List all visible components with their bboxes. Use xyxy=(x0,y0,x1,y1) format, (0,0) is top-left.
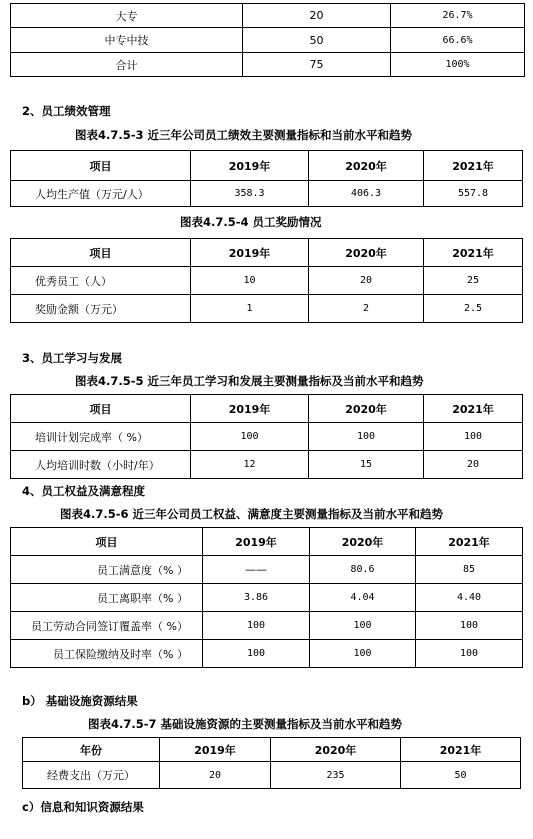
cell: 50 xyxy=(401,762,521,789)
section-heading: 2、员工绩效管理 xyxy=(22,104,111,118)
cell: 75 xyxy=(243,53,391,77)
table-caption: 图表4.7.5-4 员工奖励情况 xyxy=(180,215,322,229)
cell: 大专 xyxy=(11,4,243,28)
cell: 100 xyxy=(310,612,416,640)
cell: 100 xyxy=(191,423,309,451)
cell: 4.40 xyxy=(416,584,523,612)
header-cell: 项目 xyxy=(11,151,191,181)
header-cell: 2021年 xyxy=(424,151,523,181)
table-row xyxy=(11,584,523,612)
table-header-row xyxy=(11,528,523,556)
table-header-row xyxy=(11,239,523,267)
cell: 100 xyxy=(416,612,523,640)
cell: 培训计划完成率（ %） xyxy=(11,423,191,451)
cell: 10 xyxy=(191,267,309,295)
table-row xyxy=(11,423,523,451)
cell: 20 xyxy=(424,451,523,479)
table-caption: 图表4.7.5-6 近三年公司员工权益、满意度主要测量指标及当前水平和趋势 xyxy=(60,507,444,521)
cell: 奖励金额（万元） xyxy=(11,295,191,323)
cell: 12 xyxy=(191,451,309,479)
table-row xyxy=(11,451,523,479)
table-caption: 图表4.7.5-5 近三年员工学习和发展主要测量指标及当前水平和趋势 xyxy=(75,374,424,388)
satisfaction-table xyxy=(10,527,523,668)
cell: 557.8 xyxy=(424,181,523,207)
header-cell: 2021年 xyxy=(401,738,521,762)
cell: —— xyxy=(203,556,310,584)
cell: 20 xyxy=(309,267,424,295)
table-row xyxy=(11,28,525,53)
education-table xyxy=(10,3,525,77)
cell: 员工保险缴纳及时率（% ） xyxy=(11,640,203,668)
cell: 4.04 xyxy=(310,584,416,612)
cell: 100 xyxy=(310,640,416,668)
cell: 20 xyxy=(160,762,271,789)
cell: 15 xyxy=(309,451,424,479)
cell: 100% xyxy=(391,53,525,77)
section-heading: b） 基础设施资源结果 xyxy=(22,694,138,708)
cell: 合计 xyxy=(11,53,243,77)
header-cell: 2021年 xyxy=(424,395,523,423)
cell: 100 xyxy=(203,612,310,640)
cell: 66.6% xyxy=(391,28,525,53)
cell: 2.5 xyxy=(424,295,523,323)
header-cell: 项目 xyxy=(11,239,191,267)
header-cell: 2021年 xyxy=(416,528,523,556)
table-row xyxy=(23,762,521,789)
table-row xyxy=(11,267,523,295)
cell: 50 xyxy=(243,28,391,53)
cell: 100 xyxy=(203,640,310,668)
cell: 中专中技 xyxy=(11,28,243,53)
table-row xyxy=(11,556,523,584)
header-cell: 2019年 xyxy=(191,151,309,181)
section-heading: c）信息和知识资源结果 xyxy=(22,800,144,814)
performance-table xyxy=(10,150,523,207)
table-row xyxy=(11,640,523,668)
section-heading: 3、员工学习与发展 xyxy=(22,351,123,365)
cell: 员工满意度（% ） xyxy=(11,556,203,584)
header-cell: 2021年 xyxy=(424,239,523,267)
header-cell: 2019年 xyxy=(191,395,309,423)
cell: 85 xyxy=(416,556,523,584)
cell: 人均生产值（万元/人） xyxy=(11,181,191,207)
cell: 员工劳动合同签订覆盖率（ %） xyxy=(11,612,203,640)
header-cell: 2020年 xyxy=(310,528,416,556)
cell: 25 xyxy=(424,267,523,295)
cell: 100 xyxy=(416,640,523,668)
cell: 经费支出（万元） xyxy=(23,762,160,789)
table-header-row xyxy=(23,738,521,762)
cell: 优秀员工（人） xyxy=(11,267,191,295)
cell: 1 xyxy=(191,295,309,323)
header-cell: 项目 xyxy=(11,528,203,556)
cell: 人均培训时数（小时/年） xyxy=(11,451,191,479)
cell: 3.86 xyxy=(203,584,310,612)
table-row xyxy=(11,4,525,28)
table-caption: 图表4.7.5-7 基础设施资源的主要测量指标及当前水平和趋势 xyxy=(88,717,403,731)
table-caption: 图表4.7.5-3 近三年公司员工绩效主要测量指标和当前水平和趋势 xyxy=(75,128,413,142)
cell: 26.7% xyxy=(391,4,525,28)
cell: 100 xyxy=(309,423,424,451)
header-cell: 2020年 xyxy=(309,151,424,181)
cell: 358.3 xyxy=(191,181,309,207)
table-row xyxy=(11,295,523,323)
table-header-row xyxy=(11,151,523,181)
header-cell: 项目 xyxy=(11,395,191,423)
reward-table xyxy=(10,238,523,323)
header-cell: 2020年 xyxy=(309,239,424,267)
cell: 80.6 xyxy=(310,556,416,584)
cell: 406.3 xyxy=(309,181,424,207)
header-cell: 2019年 xyxy=(160,738,271,762)
cell: 2 xyxy=(309,295,424,323)
table-header-row xyxy=(11,395,523,423)
cell: 235 xyxy=(271,762,401,789)
header-cell: 2020年 xyxy=(309,395,424,423)
section-heading: 4、员工权益及满意程度 xyxy=(22,484,146,498)
cell: 员工离职率（% ） xyxy=(11,584,203,612)
header-cell: 2019年 xyxy=(203,528,310,556)
table-row xyxy=(11,181,523,207)
cell: 100 xyxy=(424,423,523,451)
header-cell: 2020年 xyxy=(271,738,401,762)
header-cell: 2019年 xyxy=(191,239,309,267)
table-row xyxy=(11,612,523,640)
header-cell: 年份 xyxy=(23,738,160,762)
infrastructure-table xyxy=(22,737,521,789)
table-row xyxy=(11,53,525,77)
training-table xyxy=(10,394,523,479)
cell: 20 xyxy=(243,4,391,28)
